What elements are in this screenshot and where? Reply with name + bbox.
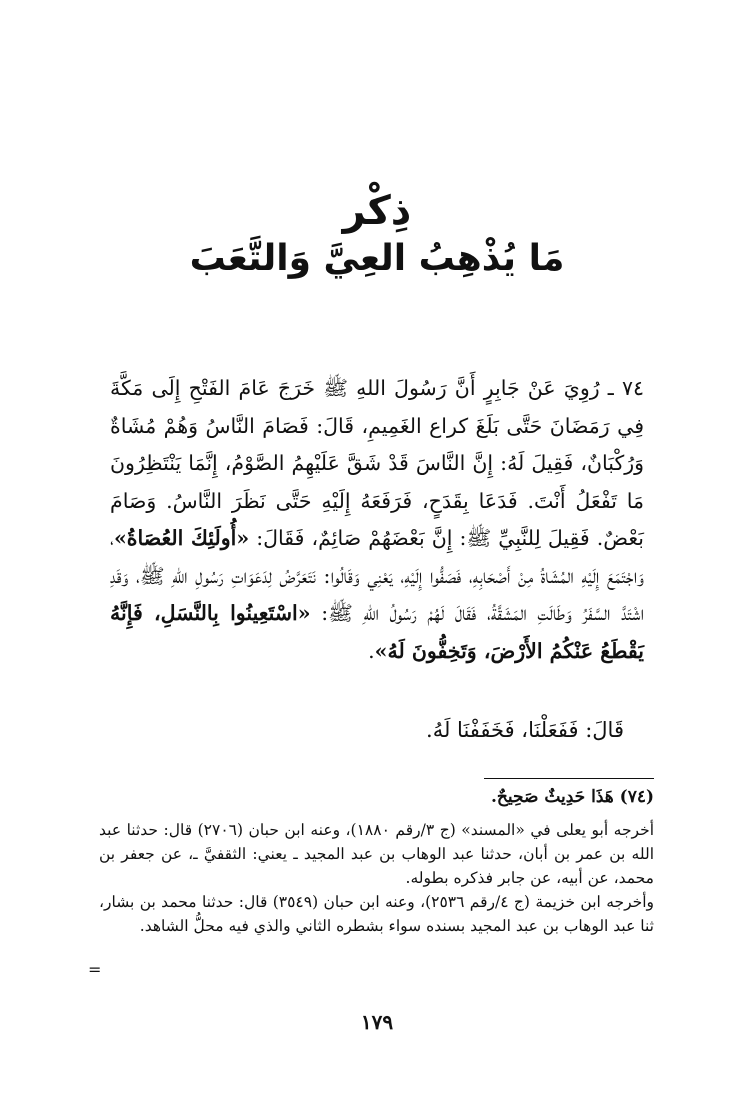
footnote-continuation-mark: = [88,960,102,979]
prophet-quote-2: «اسْتَعِينُوا بِالنَّسَلِ، فَإِنَّهُ يَقْطَعُ عَنْكُمُ الأَرْضَ، وَتَخِفُّونَ لَهُ» [110,601,644,663]
footnote-heading: (٧٤) هَذَا حَدِيثٌ صَحِيحٌ. [490,787,654,807]
hadith-narration-3: . [368,638,375,663]
hadith-narration-1: ٧٤ ـ رُوِيَ عَنْ جَابِرٍ أَنَّ رَسُولَ اللهِ ﷺ خَرَجَ عَامَ الفَتْحِ إِلَى مَكَّةَ فِي رَمَضَانَ حَتَّى بَلَغَ كراع الغَمِيمِ، قَالَ: فَصَامَ النَّاسُ وَهُمْ مُشَاةٌ وَرُكْبَانٌ، فَقِيلَ لَهُ: إِنَّ النَّاسَ قَدْ شَقَّ عَلَيْهِمُ الصَّوْمُ، إِنَّمَا يَنْتَظِرُونَ مَا تَفْعَلُ أَنْتَ. فَدَعَا بِقَدَحٍ، فَرَفَعَهُ إِلَيْهِ حَتَّى نَظَرَ النَّاسُ. وَصَامَ بَعْضٌ. فَقِيلَ لِلنَّبِيِّ ﷺ: إِنَّ بَعْضَهُمْ صَائِمٌ، فَقَالَ: [110,376,644,550]
page-number: ١٧٩ [360,1010,394,1034]
footnote-paragraph-1: أخرجه أبو يعلى في «المسند» (ج ٣/رقم ١٨٨٠)، وعنه ابن حبان (٢٧٠٦) قال: حدثنا عبد الله بن عمر بن أبان، حدثنا عبد الوهاب بن عبد المجيد ـ يعني: الثقفيَّ ـ، عن جعفر بن محمد، عن أبيه، عن جابر فذكره بطوله. [99,821,654,887]
footnote-paragraph-2: وأخرجه ابن خزيمة (ج ٤/رقم ٢٥٣٦)، وعنه ابن حبان (٣٥٤٩) قال: حدثنا محمد بن بشار، ثنا عبد الوهاب بن عبد المجيد بسنده سواء بشطره الثاني والذي فيه محلُّ الشاهد. [99,893,655,935]
hadith-paragraph [110,370,644,670]
chapter-title-line1: ذِكْر [342,188,412,234]
chapter-title-line2: مَا يُذْهِبُ العِيَّ وَالتَّعَبَ [189,238,565,279]
closing-line: قَالَ: فَفَعَلْنَا، فَخَفَفْنَا لَهُ. [426,718,624,742]
hadith-text [110,370,644,670]
footnote-divider [484,778,654,779]
footnote-body [99,818,654,938]
hadith-narration-2: ، وَاجْتَمَعَ إِلَيْهِ المُشَاةُ مِنْ أَصْحَابِهِ، فَصَفُّوا إِلَيْهِ، يَعْنِي وَقَالُوا: نَتَعَرَّضُ لِدَعَوَاتِ رَسُولِ اللهِ ﷺ، وَقَدِ اشْتَدَّ السَّفَرُ وَطَالَتِ المَشَقَّةُ، فَقَالَ لَهُمْ رَسُولُ اللهِ ﷺ: [110,526,644,625]
prophet-quote-1: «أُولَئِكَ العُصَاةُ» [113,526,250,550]
